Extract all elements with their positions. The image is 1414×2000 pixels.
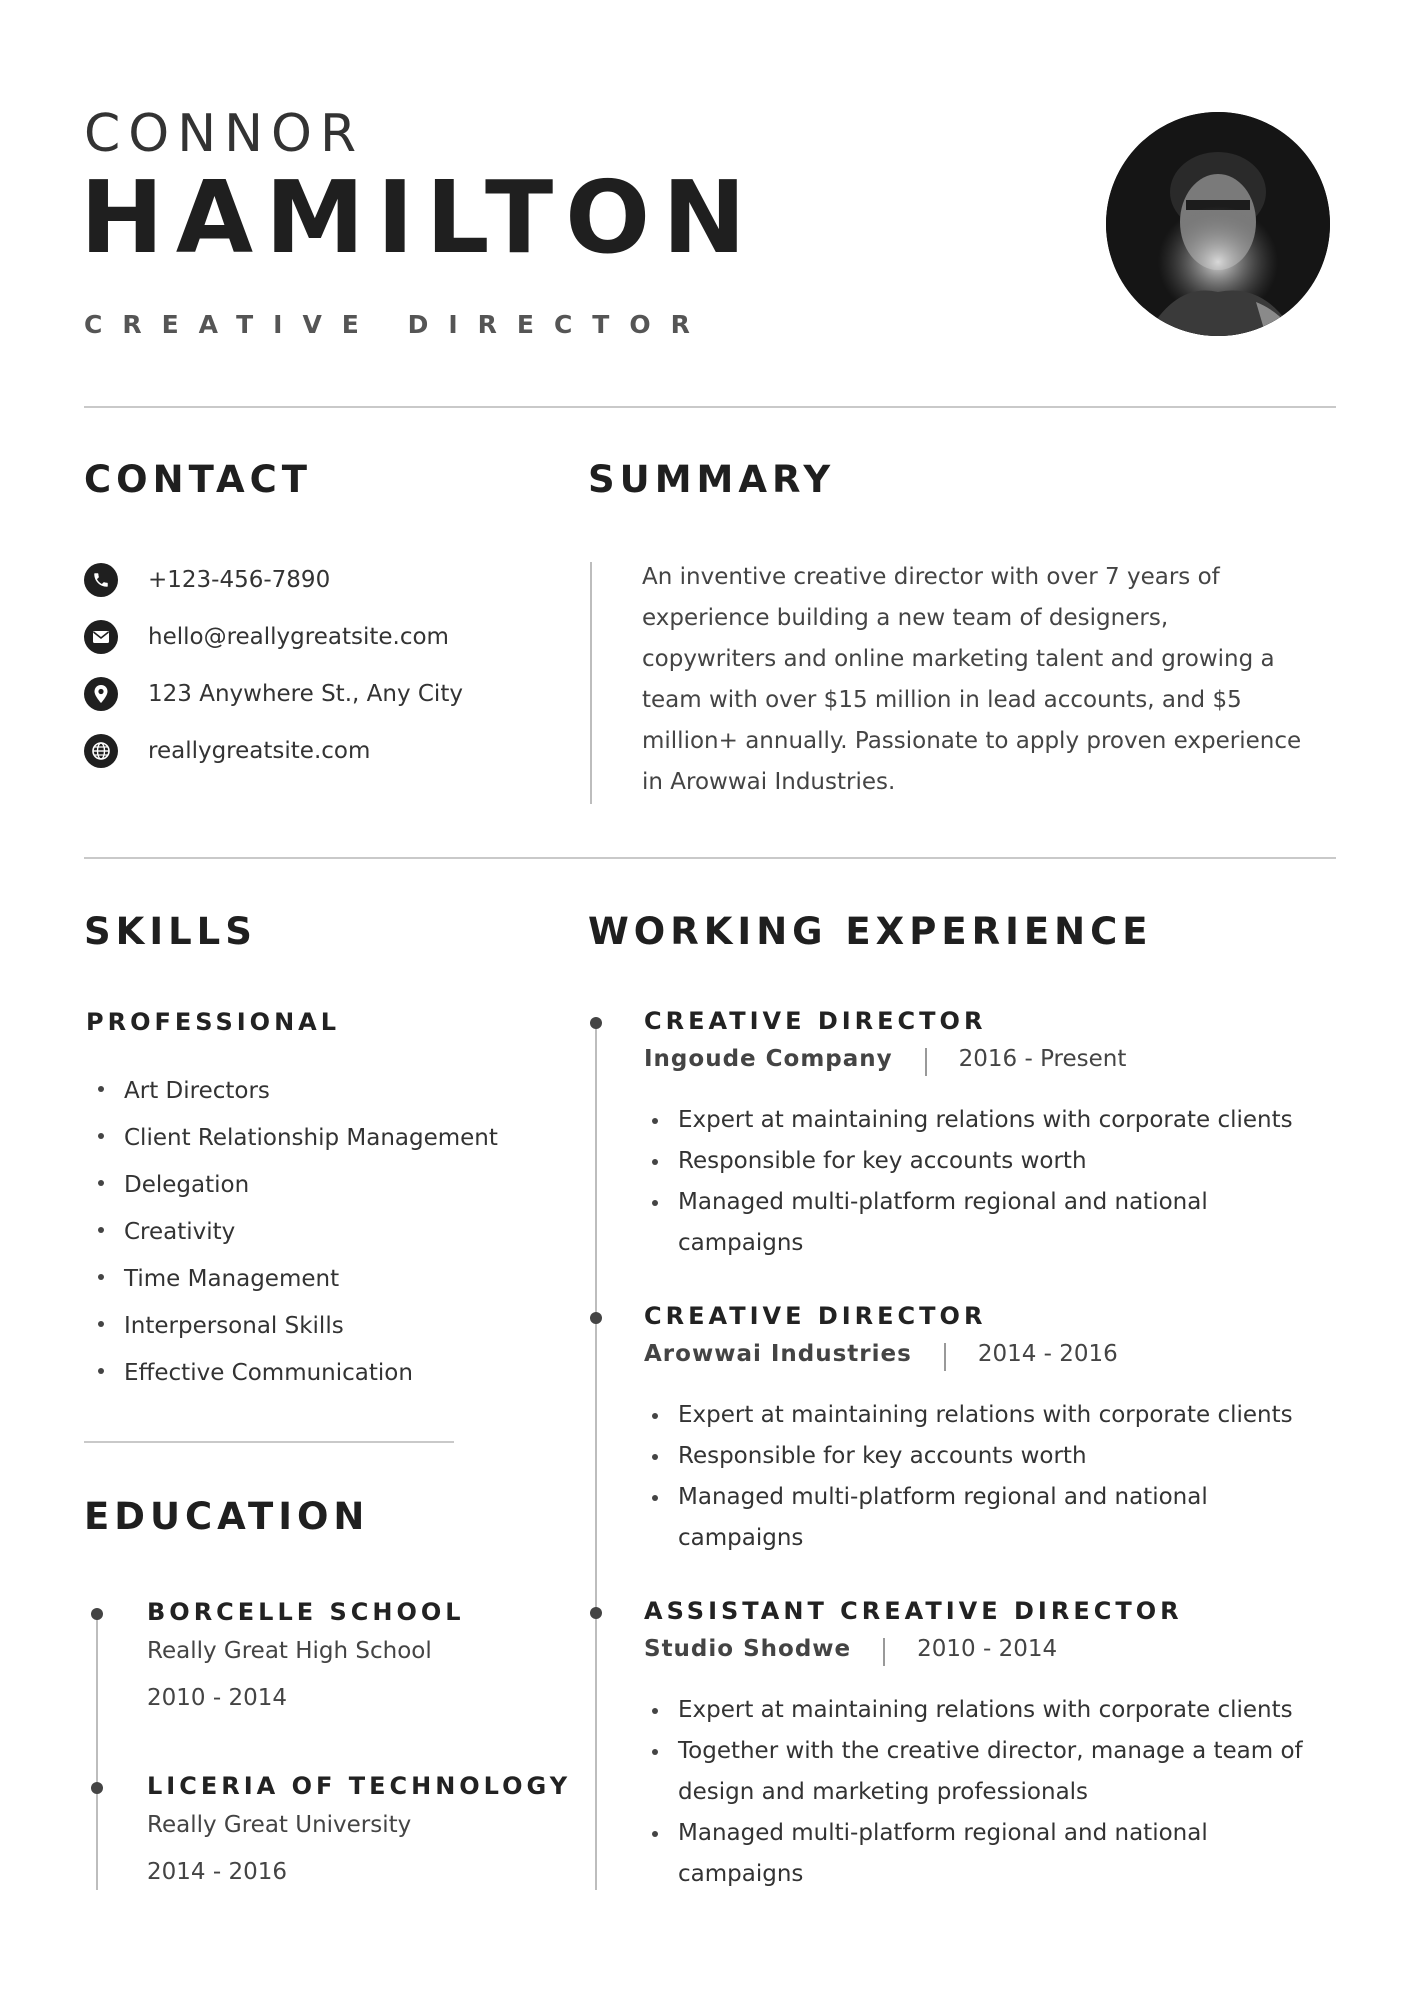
job-bullet: Together with the creative director, manage a team of design and marketing professionals (644, 1731, 1378, 1813)
job-bullet: Managed multi-platform regional and national campaigns (644, 1477, 1258, 1559)
summary-text: An inventive creative director with over 7 years of experience building a new team of designers, copywriters and online marketing talent and growing a team with over $15 million in lead accounts, and $5 million+ annually. Passionate to apply proven experience in Arowwai Industries. (642, 564, 1302, 795)
email-text: hello@reallygreatsite.com (148, 624, 449, 650)
job-bullet: Managed multi-platform regional and national campaigns (644, 1813, 1258, 1895)
separator (925, 1048, 927, 1076)
skill-item: Effective Communication (90, 1350, 570, 1397)
job-bullet: Expert at maintaining relations with corporate clients (644, 1690, 1344, 1731)
skills-list (90, 1068, 570, 1397)
contact-heading: CONTACT (84, 458, 312, 501)
address-text: 123 Anywhere St., Any City (148, 681, 463, 707)
job-role: ASSISTANT CREATIVE DIRECTOR (644, 1597, 1183, 1625)
job-bullets (644, 1100, 1344, 1264)
education-period: 2010 - 2014 (147, 1685, 287, 1711)
job-bullet: Expert at maintaining relations with corporate clients (644, 1395, 1344, 1436)
skill-item: Client Relationship Management (90, 1115, 570, 1162)
timeline-dot (91, 1782, 103, 1794)
education-timeline (96, 1614, 98, 1890)
skill-item: Creativity (90, 1209, 570, 1256)
skill-item: Delegation (90, 1162, 570, 1209)
job-company: Arowwai Industries (644, 1341, 912, 1367)
education-name: Really Great University (147, 1812, 412, 1838)
job-bullet: Responsible for key accounts worth (644, 1436, 1344, 1477)
job-company: Studio Shodwe (644, 1636, 852, 1662)
globe-icon (84, 734, 118, 768)
job-role: CREATIVE DIRECTOR (644, 1007, 987, 1035)
timeline-dot (590, 1312, 602, 1324)
profile-photo (1106, 112, 1330, 336)
separator (944, 1343, 946, 1371)
experience-heading: WORKING EXPERIENCE (588, 910, 1153, 953)
job-meta (644, 1341, 1118, 1371)
skills-heading: SKILLS (84, 910, 257, 953)
skill-item: Art Directors (90, 1068, 570, 1115)
job-role: CREATIVE DIRECTOR (644, 1302, 987, 1330)
education-heading: EDUCATION (84, 1495, 370, 1538)
job-bullets (644, 1395, 1344, 1559)
job-bullets (644, 1690, 1344, 1895)
education-name: Really Great High School (147, 1638, 432, 1664)
summary-heading: SUMMARY (588, 458, 836, 501)
separator (883, 1638, 885, 1666)
phone-icon (84, 563, 118, 597)
timeline-dot (590, 1017, 602, 1029)
job-bullet: Managed multi-platform regional and national campaigns (644, 1182, 1258, 1264)
job-meta (644, 1046, 1126, 1076)
skill-item: Interpersonal Skills (90, 1303, 570, 1350)
contact-phone (84, 560, 330, 600)
skills-subheading: PROFESSIONAL (86, 1008, 341, 1036)
job-title: CREATIVE DIRECTOR (84, 310, 710, 339)
contact-email (84, 617, 449, 657)
timeline-dot (91, 1608, 103, 1620)
skill-item: Time Management (90, 1256, 570, 1303)
phone-text: +123-456-7890 (148, 567, 331, 593)
mail-icon (84, 620, 118, 654)
section-divider (84, 857, 1336, 859)
job-bullet: Responsible for key accounts worth (644, 1141, 1344, 1182)
education-period: 2014 - 2016 (147, 1859, 287, 1885)
job-bullet: Expert at maintaining relations with corporate clients (644, 1100, 1344, 1141)
experience-timeline (595, 1024, 597, 1890)
timeline-dot (590, 1607, 602, 1619)
contact-address (84, 674, 463, 714)
job-period: 2010 - 2014 (917, 1636, 1058, 1662)
job-meta (644, 1636, 1057, 1666)
skills-divider (84, 1441, 454, 1443)
job-company: Ingoude Company (644, 1046, 893, 1072)
last-name: HAMILTON (80, 159, 758, 276)
education-school: BORCELLE SCHOOL (147, 1598, 465, 1626)
first-name: CONNOR (84, 104, 365, 164)
header-divider (84, 406, 1336, 408)
summary-divider (590, 562, 592, 804)
location-icon (84, 677, 118, 711)
job-period: 2014 - 2016 (977, 1341, 1118, 1367)
job-period: 2016 - Present (958, 1046, 1127, 1072)
contact-website (84, 731, 370, 771)
website-text: reallygreatsite.com (148, 738, 371, 764)
education-school: LICERIA OF TECHNOLOGY (147, 1772, 572, 1800)
